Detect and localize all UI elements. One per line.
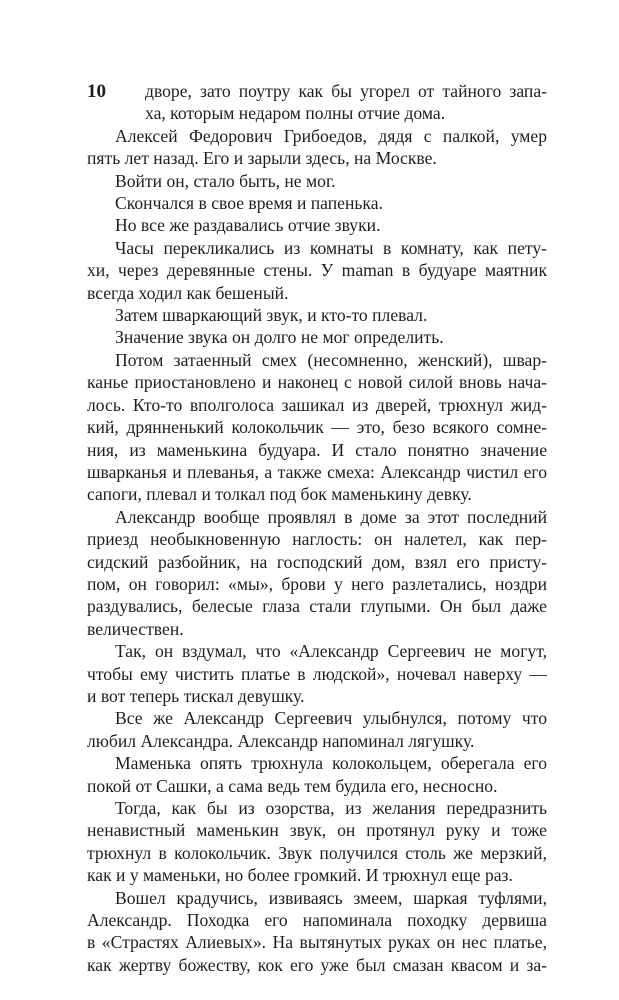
- text-line: всегда ходил как бешеный.: [87, 282, 289, 303]
- paragraph: [87, 887, 547, 977]
- text-line: Войти он, стало быть, не мог.: [115, 170, 336, 191]
- text-line: покой от Сашки, а сама ведь тем будила его, несносно.: [87, 775, 498, 796]
- text-line: Затем шваркающий звук, и кто-то плевал.: [115, 305, 428, 326]
- text-line: канье приостановлено и наконец с новой силой вновь нача-: [87, 372, 547, 393]
- text-line: кий, дрянненький колокольчик — это, безо всякого сомне-: [87, 417, 547, 438]
- paragraph: [87, 506, 547, 640]
- paragraph: [87, 125, 547, 170]
- text-line: пять лет назад. Его и зарыли здесь, на Москве.: [87, 148, 437, 169]
- text-line: Александр вообще проявлял в доме за этот последний: [115, 506, 547, 527]
- text-line: и вот теперь тискал девушку.: [87, 685, 305, 706]
- text-line: Тогда, как бы из озорства, из желания передразнить: [115, 798, 547, 818]
- paragraph: [87, 237, 547, 304]
- text-line: Александр. Походка его напоминала походку дервиша: [87, 910, 547, 931]
- text-line: пом, он говорил: «мы», брови у него разлетались, ноздри: [87, 573, 547, 594]
- text-line: Значение звука он долго не мог определить.: [115, 327, 444, 348]
- text-line: Так, он вздумал, что «Александр Сергеевич не могут,: [115, 641, 547, 662]
- paragraph: [87, 80, 547, 125]
- page-number: 10: [87, 81, 106, 102]
- text-line: Часы перекликались из комнаты в комнату, как пету-: [115, 237, 547, 258]
- text-line: дворе, зато поутру как бы угорел от тайного запа-: [145, 81, 547, 101]
- text-line: Маменька опять трюхнула колокольцем, оберегала его: [115, 753, 547, 774]
- text-line: шварканья и плеванья, а также смеха: Александр чистил его: [87, 461, 547, 482]
- paragraph: [87, 707, 547, 752]
- text-line: Потом затаенный смех (несомненно, женский), швар-: [115, 349, 547, 370]
- paragraph: [87, 192, 547, 214]
- text-line: трюхнул в колокольчик. Звук получился столь же мерзкий,: [87, 842, 547, 863]
- paragraph: [87, 170, 547, 192]
- text-line: Скончался в свое время и папенька.: [115, 193, 383, 214]
- paragraph: [87, 640, 547, 707]
- text-line: сидский разбойник, на господский дом, взял его присту-: [87, 551, 547, 572]
- text-line: раздувались, белесые глаза стали глупыми. Он был даже: [87, 596, 547, 617]
- text-line: приезд необыкновенную наглость: он налетел, как пер-: [87, 529, 547, 550]
- text-line: лось. Кто-то вполголоса зашикал из дверей, трюхнул жид-: [87, 394, 547, 415]
- text-line: величествен.: [87, 618, 184, 639]
- paragraph: [87, 349, 547, 506]
- text-line: Но все же раздавались отчие звуки.: [115, 215, 381, 236]
- text-line: любил Александра. Александр напоминал лягушку.: [87, 730, 475, 751]
- text-line: как жертву божеству, кок его уже был смазан квасом и за-: [87, 954, 547, 975]
- paragraph: [87, 326, 547, 348]
- text-line: сапоги, плевал и толкал под бок маменькину девку.: [87, 484, 472, 505]
- paragraph: [87, 797, 547, 887]
- text-line: чтобы ему чистить платье в людской», ночевал наверху —: [87, 663, 547, 684]
- text-line: ха, которым недаром полны отчие дома.: [145, 103, 446, 124]
- text-line: Вошел крадучись, извиваясь змеем, шаркая туфлями,: [115, 887, 547, 908]
- page-text: [87, 80, 547, 976]
- text-line: Все же Александр Сергеевич улыбнулся, потому что: [115, 708, 547, 729]
- text-line: ния, из маменькина будуара. И стало понятно значение: [87, 439, 547, 460]
- text-line: Алексей Федорович Грибоедов, дядя с палкой, умер: [115, 125, 547, 146]
- text-line: в «Страстях Алиевых». На вытянутых руках он нес платье,: [87, 932, 547, 953]
- text-line: ненавистный маменькин звук, он протянул руку и тоже: [87, 820, 547, 841]
- text-line: как и у маменьки, но более громкий. И трюхнул еще раз.: [87, 865, 513, 886]
- paragraph: [87, 752, 547, 797]
- text-line: хи, через деревянные стены. У maman в будуаре маятник: [87, 260, 547, 281]
- paragraph: [87, 304, 547, 326]
- paragraph: [87, 214, 547, 236]
